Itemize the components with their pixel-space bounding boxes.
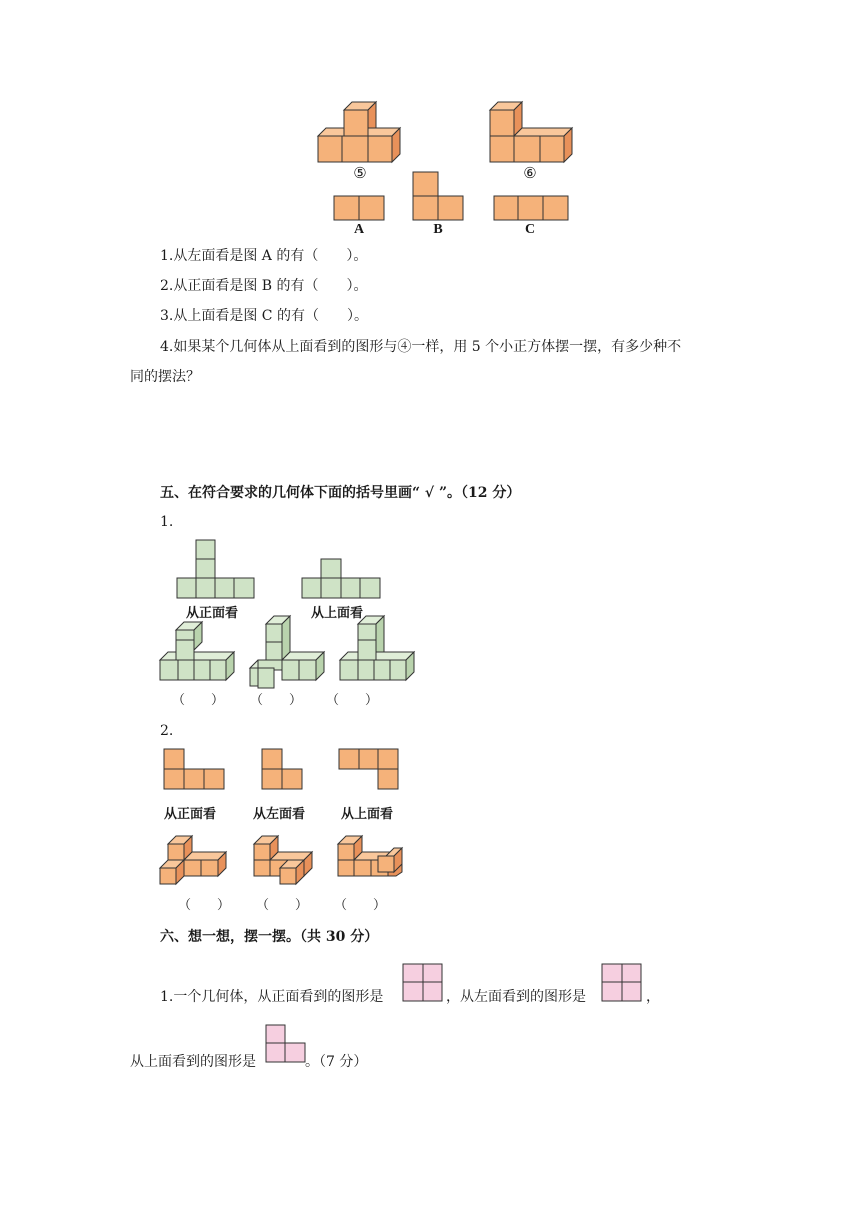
q2-answer-1[interactable]: （ ） — [178, 898, 231, 913]
question-1: 1.从左面看是图 A 的有（ ）。 — [160, 248, 368, 264]
q2-answer-3[interactable]: （ ） — [334, 898, 387, 913]
question-3: 3.从上面看是图 C 的有（ ）。 — [160, 308, 368, 324]
section-6-q1-text-2: ，从左面看到的图形是 — [446, 989, 586, 1005]
q2-answer-2[interactable]: （ ） — [256, 898, 309, 913]
section-5-title: 五、在符合要求的几何体下面的括号里画“ √ ”。（12 分） — [160, 485, 521, 501]
figure-6-label: ⑥ — [523, 166, 537, 182]
figure-5-label: ⑤ — [353, 166, 367, 182]
q1-top-view-label: 从上面看 — [311, 606, 364, 621]
view-b-label: B — [433, 222, 443, 237]
q2-left-view-label: 从左面看 — [253, 807, 306, 822]
q1-answer-2[interactable]: （ ） — [250, 693, 303, 708]
q1-answer-3[interactable]: （ ） — [326, 693, 379, 708]
question-2: 2.从正面看是图 B 的有（ ）。 — [160, 278, 368, 294]
section-6-q1-text-1: 1.一个几何体，从正面看到的图形是 — [160, 989, 384, 1005]
section-5-q1-number: 1. — [160, 514, 174, 530]
view-c-label: C — [524, 222, 536, 237]
question-4-line-2: 同的摆法？ — [130, 369, 200, 385]
view-a-label: A — [353, 222, 365, 237]
section-6-title: 六、想一想，摆一摆。（共 30 分） — [160, 929, 379, 945]
q2-top-view-label: 从上面看 — [341, 807, 394, 822]
q1-front-view-label: 从正面看 — [186, 606, 239, 621]
section-6-q1-text-5: 。（7 分） — [305, 1054, 368, 1070]
q1-answer-1[interactable]: （ ） — [172, 693, 225, 708]
question-4-line-1: 4.如果某个几何体从上面看到的图形与④一样，用 5 个小正方体摆一摆，有多少种不 — [160, 339, 682, 355]
section-5-q2-number: 2. — [160, 723, 174, 739]
section-6-q1-text-3: ， — [646, 989, 660, 1005]
section-6-q1-text-4: 从上面看到的图形是 — [130, 1054, 256, 1070]
q2-front-view-label: 从正面看 — [164, 807, 217, 822]
